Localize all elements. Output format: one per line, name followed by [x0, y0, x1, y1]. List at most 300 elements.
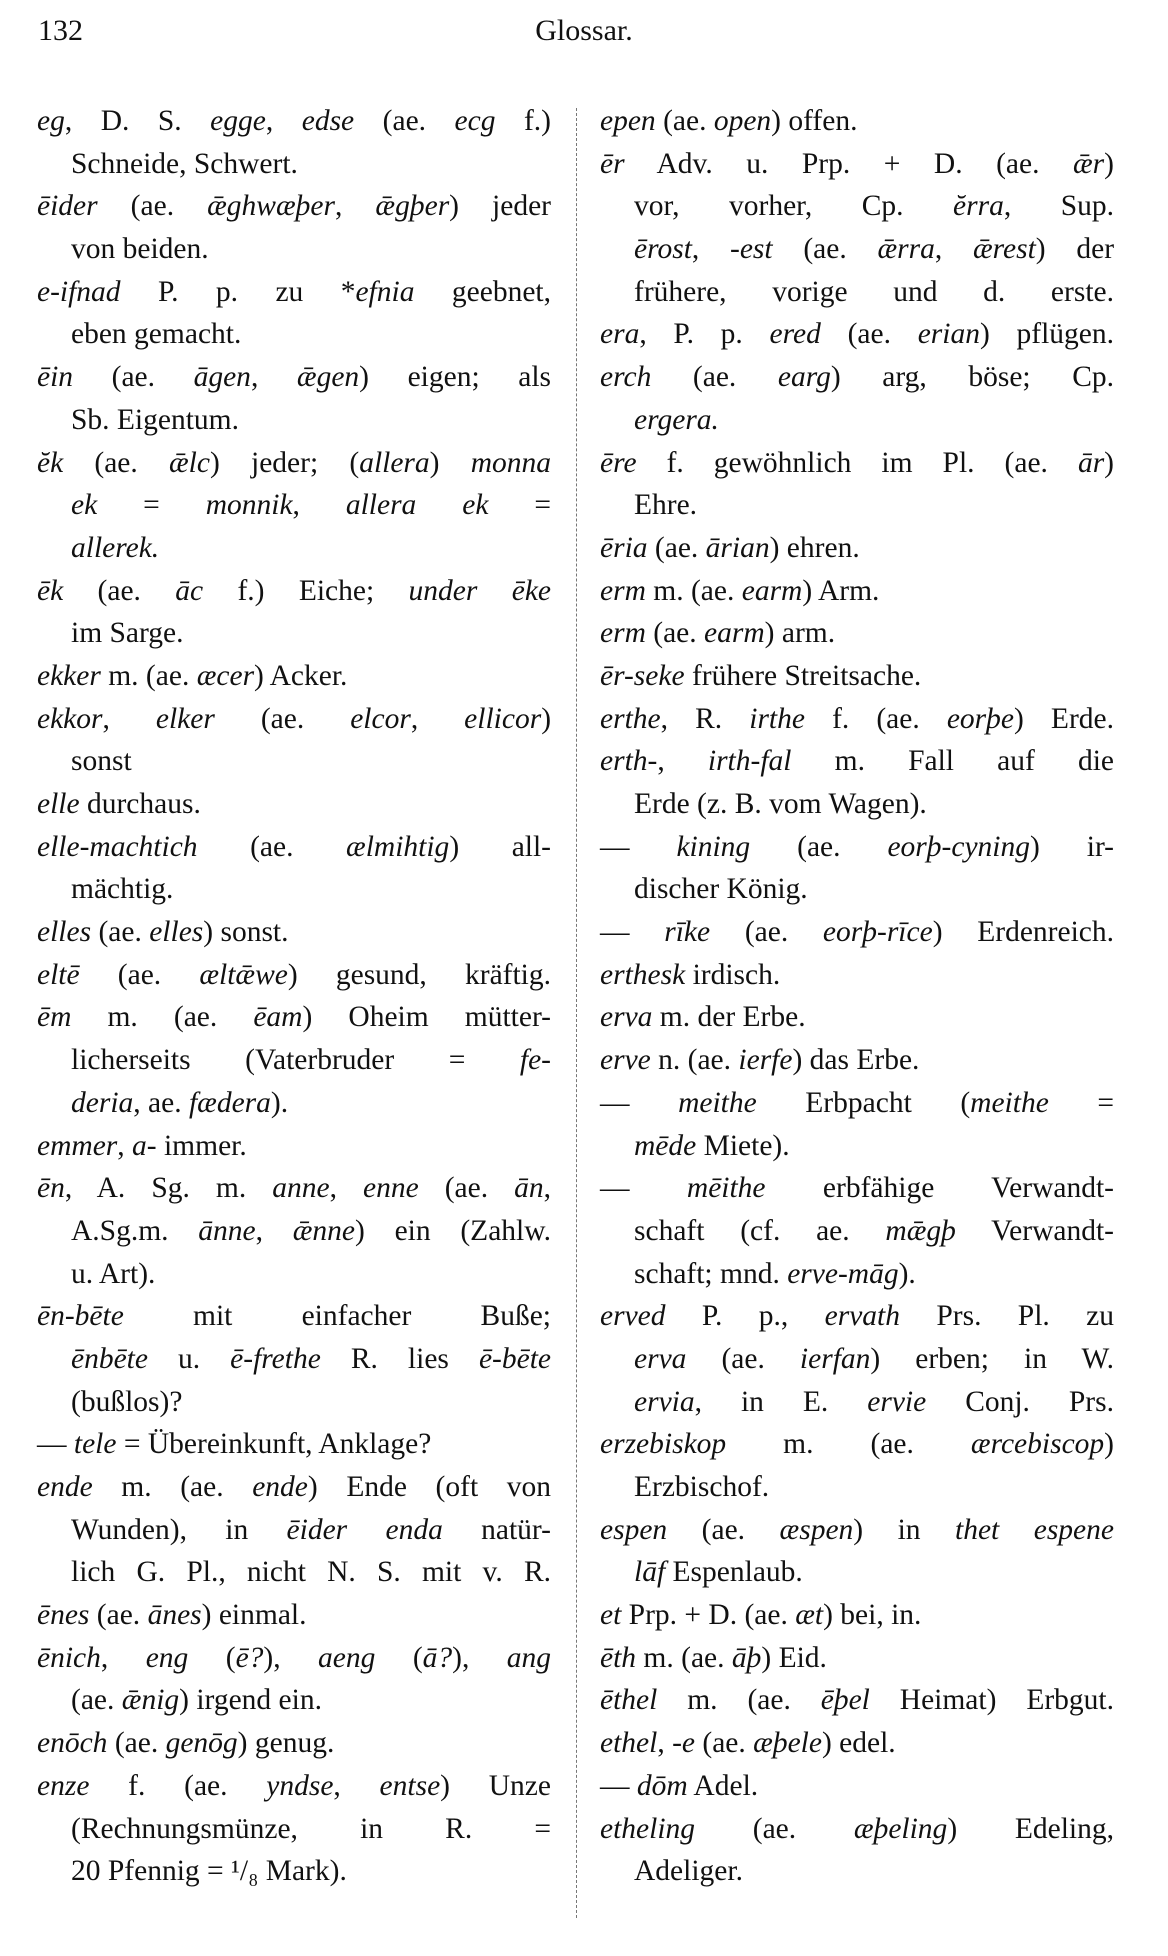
text-run: —: [600, 1086, 679, 1119]
italic-term: ergera.: [634, 403, 719, 436]
text-run: (ae.: [647, 531, 706, 564]
text-run: ) pflügen.: [979, 318, 1115, 351]
italic-term: ēth: [600, 1641, 637, 1674]
text-run: f. (ae.: [804, 702, 947, 735]
text-run: Erde (z. B. vom Wagen).: [634, 788, 927, 820]
entry-line: [600, 1722, 1114, 1765]
entry-line: [37, 1722, 551, 1765]
italic-term: ēre: [600, 446, 637, 479]
entry-line: [600, 1509, 1114, 1552]
entry-continuation-line: [600, 1125, 1114, 1168]
text-run: m. (ae.: [645, 574, 742, 607]
italic-term: erth-: [600, 745, 658, 778]
text-run: ,: [117, 1129, 133, 1162]
entry-line: [600, 1167, 1114, 1210]
glossary-column-right: [600, 100, 1114, 1893]
text-run: immer.: [156, 1129, 247, 1162]
italic-term: irthe: [749, 702, 805, 735]
entry-continuation-line: [37, 228, 551, 271]
entry-line: [37, 826, 551, 869]
italic-term: kining: [676, 830, 751, 863]
entry-line: [37, 1295, 551, 1338]
italic-term: ēn-bēte: [37, 1300, 124, 1333]
text-run: n. (ae.: [650, 1044, 739, 1077]
text-run: —: [600, 830, 677, 863]
italic-term: ælmihtig: [346, 830, 450, 863]
entry-line: [37, 1167, 551, 1210]
text-run: (ae.: [418, 1172, 515, 1205]
entry-line: [600, 826, 1114, 869]
text-run: , D. S.: [64, 105, 211, 137]
italic-term: æþele: [753, 1727, 822, 1760]
italic-term: ekker: [37, 659, 101, 692]
entry-line: [600, 1423, 1114, 1466]
italic-term: erved: [600, 1300, 666, 1333]
italic-term: ærcebiscop: [970, 1428, 1105, 1461]
entry-continuation-line: [600, 1551, 1114, 1594]
italic-term: ē-frethe: [230, 1342, 321, 1375]
entry-line: [37, 1637, 551, 1680]
text-run: Espenlaub.: [665, 1556, 803, 1589]
text-run: m. (ae.: [657, 1684, 821, 1717]
text-run: ) gesund, kräftig.: [287, 958, 551, 991]
italic-term: ērost: [634, 233, 692, 266]
text-run: —: [37, 1428, 74, 1461]
text-run: (ae.: [695, 1812, 854, 1845]
text-run: (Rechnungsmünze, in R. =: [71, 1812, 551, 1845]
italic-term: ǣrest: [972, 233, 1036, 266]
entry-continuation-line: [37, 1082, 551, 1125]
italic-term: ēnes: [37, 1599, 90, 1632]
italic-term: ē?: [235, 1641, 264, 1674]
italic-term: earm: [704, 617, 765, 650]
italic-term: āc: [175, 574, 204, 607]
italic-term: erve: [600, 1044, 651, 1077]
text-run: geebnet,: [414, 275, 551, 308]
entry-line: [600, 612, 1114, 655]
entry-line: [600, 1765, 1114, 1808]
italic-term: ang: [506, 1641, 552, 1674]
text-run: (ae.: [686, 1342, 800, 1375]
italic-term: ǣnne: [292, 1214, 356, 1247]
entry-continuation-line: [600, 1338, 1114, 1381]
italic-term: genōg: [165, 1727, 238, 1760]
text-run: ) Edeling,: [947, 1812, 1114, 1845]
text-run: ) jeder; (: [209, 446, 360, 479]
italic-term: ēnich: [37, 1641, 101, 1674]
italic-term: emmer: [37, 1129, 118, 1162]
page-number: 132: [38, 14, 83, 47]
entry-line: [600, 655, 1114, 698]
text-run: u. Art).: [71, 1257, 156, 1290]
italic-term: elle-machtich: [37, 830, 198, 863]
italic-term: āþ: [731, 1641, 762, 1674]
entry-line: [600, 100, 1114, 143]
text-run: (ae.: [667, 1513, 780, 1546]
entry-continuation-line: [37, 1253, 551, 1296]
text-run: ) Eid.: [761, 1641, 827, 1674]
entry-line: [37, 356, 551, 399]
italic-term: lāf: [634, 1556, 666, 1589]
text-run: f. gewöhnlich im Pl. (ae.: [636, 446, 1078, 479]
entry-continuation-line: [600, 1381, 1114, 1424]
text-run: (ae.: [197, 830, 347, 863]
text-run: m. (ae.: [100, 659, 197, 692]
text-run: , in E.: [694, 1385, 868, 1418]
text-run: sonst: [71, 745, 132, 778]
italic-term: enne: [363, 1172, 419, 1205]
italic-term: erzebiskop: [600, 1428, 727, 1461]
entry-continuation-line: [600, 271, 1114, 314]
text-run: (: [375, 1641, 423, 1674]
text-run: Adeliger.: [634, 1855, 743, 1888]
text-run: ) bei, in.: [823, 1599, 922, 1632]
text-run: ): [429, 446, 471, 479]
entry-line: [37, 1423, 551, 1466]
italic-term: ēr-seke: [600, 659, 685, 692]
italic-term: æltǣwe: [199, 958, 288, 991]
text-run: erbfähige Verwandt-: [765, 1172, 1115, 1205]
italic-term: -est: [730, 233, 773, 266]
text-run: mit einfacher Buße;: [123, 1300, 551, 1333]
italic-term: monna: [470, 446, 551, 479]
entry-continuation-line: [600, 1850, 1114, 1893]
italic-term: æspen: [779, 1513, 854, 1546]
text-run: ) arg, böse; Cp.: [830, 361, 1114, 394]
entry-line: [37, 655, 551, 698]
entry-continuation-line: [37, 313, 551, 356]
text-run: Prp. + D. (ae.: [621, 1599, 796, 1632]
entry-line: [37, 1466, 551, 1509]
text-run: —: [600, 916, 665, 949]
italic-term: ē-bēte: [478, 1342, 551, 1375]
entry-line: [37, 783, 551, 826]
italic-term: erm: [600, 617, 646, 650]
text-run: ) eigen; als: [359, 361, 551, 394]
italic-term: erva: [600, 1001, 653, 1034]
text-run: = Übereinkunft, Anklage?: [116, 1428, 432, 1461]
entry-continuation-line: [600, 783, 1114, 826]
italic-term: enze: [37, 1769, 90, 1802]
text-run: ,: [691, 233, 731, 266]
entry-line: [600, 570, 1114, 613]
text-run: ,: [657, 1727, 673, 1760]
italic-term: ārian: [705, 531, 770, 564]
italic-term: a-: [132, 1129, 157, 1162]
italic-term: egge: [210, 105, 266, 137]
text-run: (ae.: [651, 361, 778, 394]
text-run: (ae.: [73, 361, 194, 394]
italic-term: deria: [71, 1086, 134, 1119]
text-run: frühere Streitsache.: [684, 659, 922, 692]
italic-term: eltē: [37, 958, 80, 991]
italic-term: meithe: [678, 1086, 757, 1119]
italic-term: mēde: [634, 1129, 697, 1162]
text-run: ) in: [853, 1513, 956, 1546]
italic-term: ēþel: [820, 1684, 870, 1717]
running-title: Glossar.: [535, 14, 633, 47]
entry-line: [37, 996, 551, 1039]
entry-continuation-line: [37, 740, 551, 783]
italic-term: monnik: [205, 489, 293, 522]
italic-term: erm: [600, 574, 646, 607]
text-run: ) all-: [449, 830, 551, 863]
italic-term: elker: [155, 702, 215, 735]
italic-term: eorþ-cyning: [887, 830, 1030, 863]
entry-continuation-line: [37, 1210, 551, 1253]
italic-term: ēthel: [600, 1684, 658, 1717]
text-run: (ae.: [79, 958, 200, 991]
text-run: (ae.: [354, 105, 455, 137]
entry-line: [600, 1295, 1114, 1338]
text-run: (ae.: [63, 574, 176, 607]
italic-term: e-ifnad: [37, 275, 121, 308]
italic-term: ǣgen: [296, 361, 360, 394]
text-run: f. (ae.: [89, 1769, 267, 1802]
italic-term: erva: [634, 1342, 687, 1375]
entry-continuation-line: [600, 868, 1114, 911]
text-run: (bußlos)?: [71, 1385, 183, 1418]
entry-line: [600, 527, 1114, 570]
text-run: schaft (cf. ae.: [634, 1214, 886, 1247]
text-run: ) einmal.: [201, 1599, 307, 1632]
italic-term: ǣgþer: [375, 190, 450, 223]
italic-term: ĕk: [37, 446, 64, 479]
text-run: Verwandt-: [955, 1214, 1114, 1247]
entry-continuation-line: [37, 612, 551, 655]
text-run: ) der: [1035, 233, 1115, 266]
text-run: ,: [333, 1769, 380, 1802]
italic-term: elcor: [350, 702, 411, 735]
entry-line: [37, 954, 551, 997]
entry-line: [600, 1679, 1114, 1722]
italic-term: ǣghwæþer: [207, 190, 335, 223]
italic-term: rīke: [664, 916, 711, 949]
italic-term: ende: [252, 1471, 308, 1503]
text-run: m. Fall auf die: [791, 745, 1115, 778]
italic-term: ān: [514, 1172, 544, 1205]
text-run: lich G. Pl., nicht N. S. mit v. R.: [71, 1556, 551, 1589]
italic-term: ēnbēte: [71, 1342, 148, 1375]
text-run: ) Oheim mütter-: [302, 1001, 551, 1034]
italic-term: æcer: [196, 659, 255, 692]
italic-term: erch: [600, 361, 652, 394]
italic-term: allera ek: [345, 489, 489, 522]
entry-line: [37, 1765, 551, 1808]
text-run: ) erben; in W.: [870, 1342, 1114, 1375]
entry-line: [37, 185, 551, 228]
italic-term: espen: [600, 1513, 668, 1546]
italic-term: ēr: [600, 147, 625, 180]
text-run: , ae.: [133, 1086, 189, 1119]
text-run: P. p.,: [665, 1300, 825, 1333]
italic-term: era: [600, 318, 640, 351]
entry-line: [600, 313, 1114, 356]
italic-term: ǣnig: [121, 1684, 180, 1717]
text-run: ) offen.: [771, 105, 858, 137]
text-run: licherseits (Vaterbruder =: [71, 1044, 520, 1077]
italic-term: ierfan: [799, 1342, 871, 1375]
italic-term: meithe: [970, 1086, 1049, 1119]
entry-line: [37, 698, 551, 741]
italic-term: ǣlc: [169, 446, 210, 479]
italic-term: ēam: [253, 1001, 303, 1034]
text-run: ) irgend ein.: [179, 1684, 322, 1717]
entry-continuation-line: [37, 484, 551, 527]
entry-line: [37, 911, 551, 954]
italic-term: eorþe: [946, 702, 1015, 735]
text-run: (: [188, 1641, 236, 1674]
italic-term: efnia: [355, 275, 415, 308]
text-run: im Sarge.: [71, 617, 184, 650]
text-run: ,: [334, 190, 376, 223]
text-run: —: [600, 1172, 687, 1205]
entry-line: [37, 100, 551, 143]
text-run: Conj. Prs.: [926, 1385, 1114, 1418]
text-run: ) das Erbe.: [792, 1044, 920, 1077]
text-run: Adv. u. Prp. + D. (ae.: [624, 147, 1073, 180]
italic-term: ēin: [37, 361, 74, 394]
text-run: ) genug.: [237, 1727, 335, 1760]
entry-continuation-line: [600, 228, 1114, 271]
entry-continuation-line: [37, 527, 551, 570]
italic-term: fædera: [188, 1086, 271, 1119]
text-run: (ae.: [655, 105, 714, 137]
text-run: ,: [100, 1641, 146, 1674]
text-run: eben gemacht.: [71, 318, 242, 351]
text-run: irdisch.: [685, 958, 781, 991]
text-run: —: [600, 1769, 637, 1802]
italic-term: ǣrra: [877, 233, 935, 266]
entry-continuation-line: [600, 399, 1114, 442]
italic-term: ethel: [600, 1727, 658, 1760]
text-run: Ehre.: [634, 489, 698, 522]
italic-term: ānne: [198, 1214, 256, 1247]
italic-term: et: [600, 1599, 622, 1632]
italic-term: ĕrra: [953, 190, 1004, 223]
text-run: (ae.: [820, 318, 918, 351]
italic-term: æþeling: [853, 1812, 948, 1845]
text-run: Adel.: [687, 1769, 759, 1802]
entry-line: [600, 143, 1114, 186]
text-run: (ae.: [91, 916, 150, 949]
entry-continuation-line: [600, 1253, 1114, 1296]
text-run: , A. Sg. m.: [64, 1172, 273, 1205]
text-run: (ae.: [63, 446, 169, 479]
italic-term: ānes: [147, 1599, 202, 1632]
text-run: m. (ae.: [636, 1641, 732, 1674]
text-run: ,: [265, 105, 302, 137]
text-run: ): [1104, 1428, 1114, 1461]
text-run: m. (ae.: [92, 1471, 253, 1503]
text-run: ): [541, 702, 552, 735]
italic-term: open: [713, 105, 772, 137]
italic-term: thet espene: [955, 1513, 1114, 1546]
text-run: ): [1104, 147, 1114, 180]
text-run: ) Ende (oft von: [307, 1471, 551, 1503]
text-run: ,: [250, 361, 297, 394]
italic-term: ellicor: [464, 702, 542, 735]
text-run: ): [1104, 446, 1114, 479]
text-run: ).: [270, 1086, 289, 1119]
text-run: vor, vorher, Cp.: [634, 190, 954, 223]
text-run: =: [97, 489, 206, 522]
text-run: (ae.: [71, 1684, 122, 1717]
entry-line: [600, 996, 1114, 1039]
entry-line: [37, 570, 551, 613]
entry-continuation-line: [37, 1850, 551, 1893]
text-run: Prs. Pl. zu: [900, 1300, 1114, 1333]
entry-line: [37, 1594, 551, 1637]
entry-line: [37, 442, 551, 485]
text-run: 20 Pfennig = ¹/₈ Mark).: [71, 1855, 347, 1888]
italic-term: erthesk: [600, 958, 686, 991]
text-run: P. p. zu *: [120, 275, 356, 308]
glossary-column-left: [37, 100, 551, 1893]
italic-term: ecg: [454, 105, 496, 137]
entry-continuation-line: [37, 1509, 551, 1552]
italic-term: eorþ-rīce: [822, 916, 933, 949]
entry-line: [600, 911, 1114, 954]
italic-term: ek: [71, 489, 98, 522]
text-run: ) jeder: [449, 190, 552, 223]
entry-line: [37, 271, 551, 314]
text-run: R. lies: [320, 1342, 479, 1375]
text-run: ),: [452, 1641, 507, 1674]
italic-term: aeng: [318, 1641, 376, 1674]
text-run: f.) Eiche;: [203, 574, 409, 607]
italic-term: under ēke: [408, 574, 552, 607]
italic-term: ēn: [37, 1172, 65, 1205]
text-run: ) ein (Zahlw.: [355, 1214, 551, 1247]
entry-line: [600, 1637, 1114, 1680]
entry-line: [600, 698, 1114, 741]
entry-continuation-line: [37, 1338, 551, 1381]
column-divider: [576, 108, 577, 1918]
italic-term: æt: [795, 1599, 824, 1632]
text-run: (ae.: [107, 1727, 166, 1760]
italic-term: earg: [777, 361, 831, 394]
text-run: ,: [543, 1172, 552, 1205]
italic-term: tele: [73, 1428, 117, 1461]
text-run: Erzbischof.: [634, 1471, 770, 1503]
entry-continuation-line: [600, 1210, 1114, 1253]
italic-term: eg: [37, 105, 65, 137]
italic-term: ervath: [824, 1300, 900, 1333]
italic-term: -e: [672, 1727, 696, 1760]
text-run: m. (ae.: [726, 1428, 971, 1461]
text-run: (ae.: [645, 617, 705, 650]
entry-continuation-line: [37, 1381, 551, 1424]
entry-continuation-line: [600, 185, 1114, 228]
text-run: (ae.: [214, 702, 351, 735]
text-run: ) arm.: [764, 617, 836, 650]
text-run: mächtig.: [71, 873, 174, 906]
text-run: A.Sg.m.: [71, 1214, 199, 1247]
text-run: ) Erde.: [1014, 702, 1114, 735]
text-run: discher König.: [634, 873, 808, 906]
entry-line: [600, 1594, 1114, 1637]
italic-term: epen: [600, 105, 656, 137]
italic-term: erthe: [600, 702, 661, 735]
italic-term: ǣr: [1073, 147, 1105, 180]
italic-term: ekkor: [37, 702, 103, 735]
text-run: ,: [292, 489, 346, 522]
text-run: (ae.: [97, 190, 208, 223]
italic-term: elles: [37, 916, 92, 949]
text-run: Miete).: [696, 1129, 790, 1162]
text-run: durchaus.: [79, 788, 201, 820]
